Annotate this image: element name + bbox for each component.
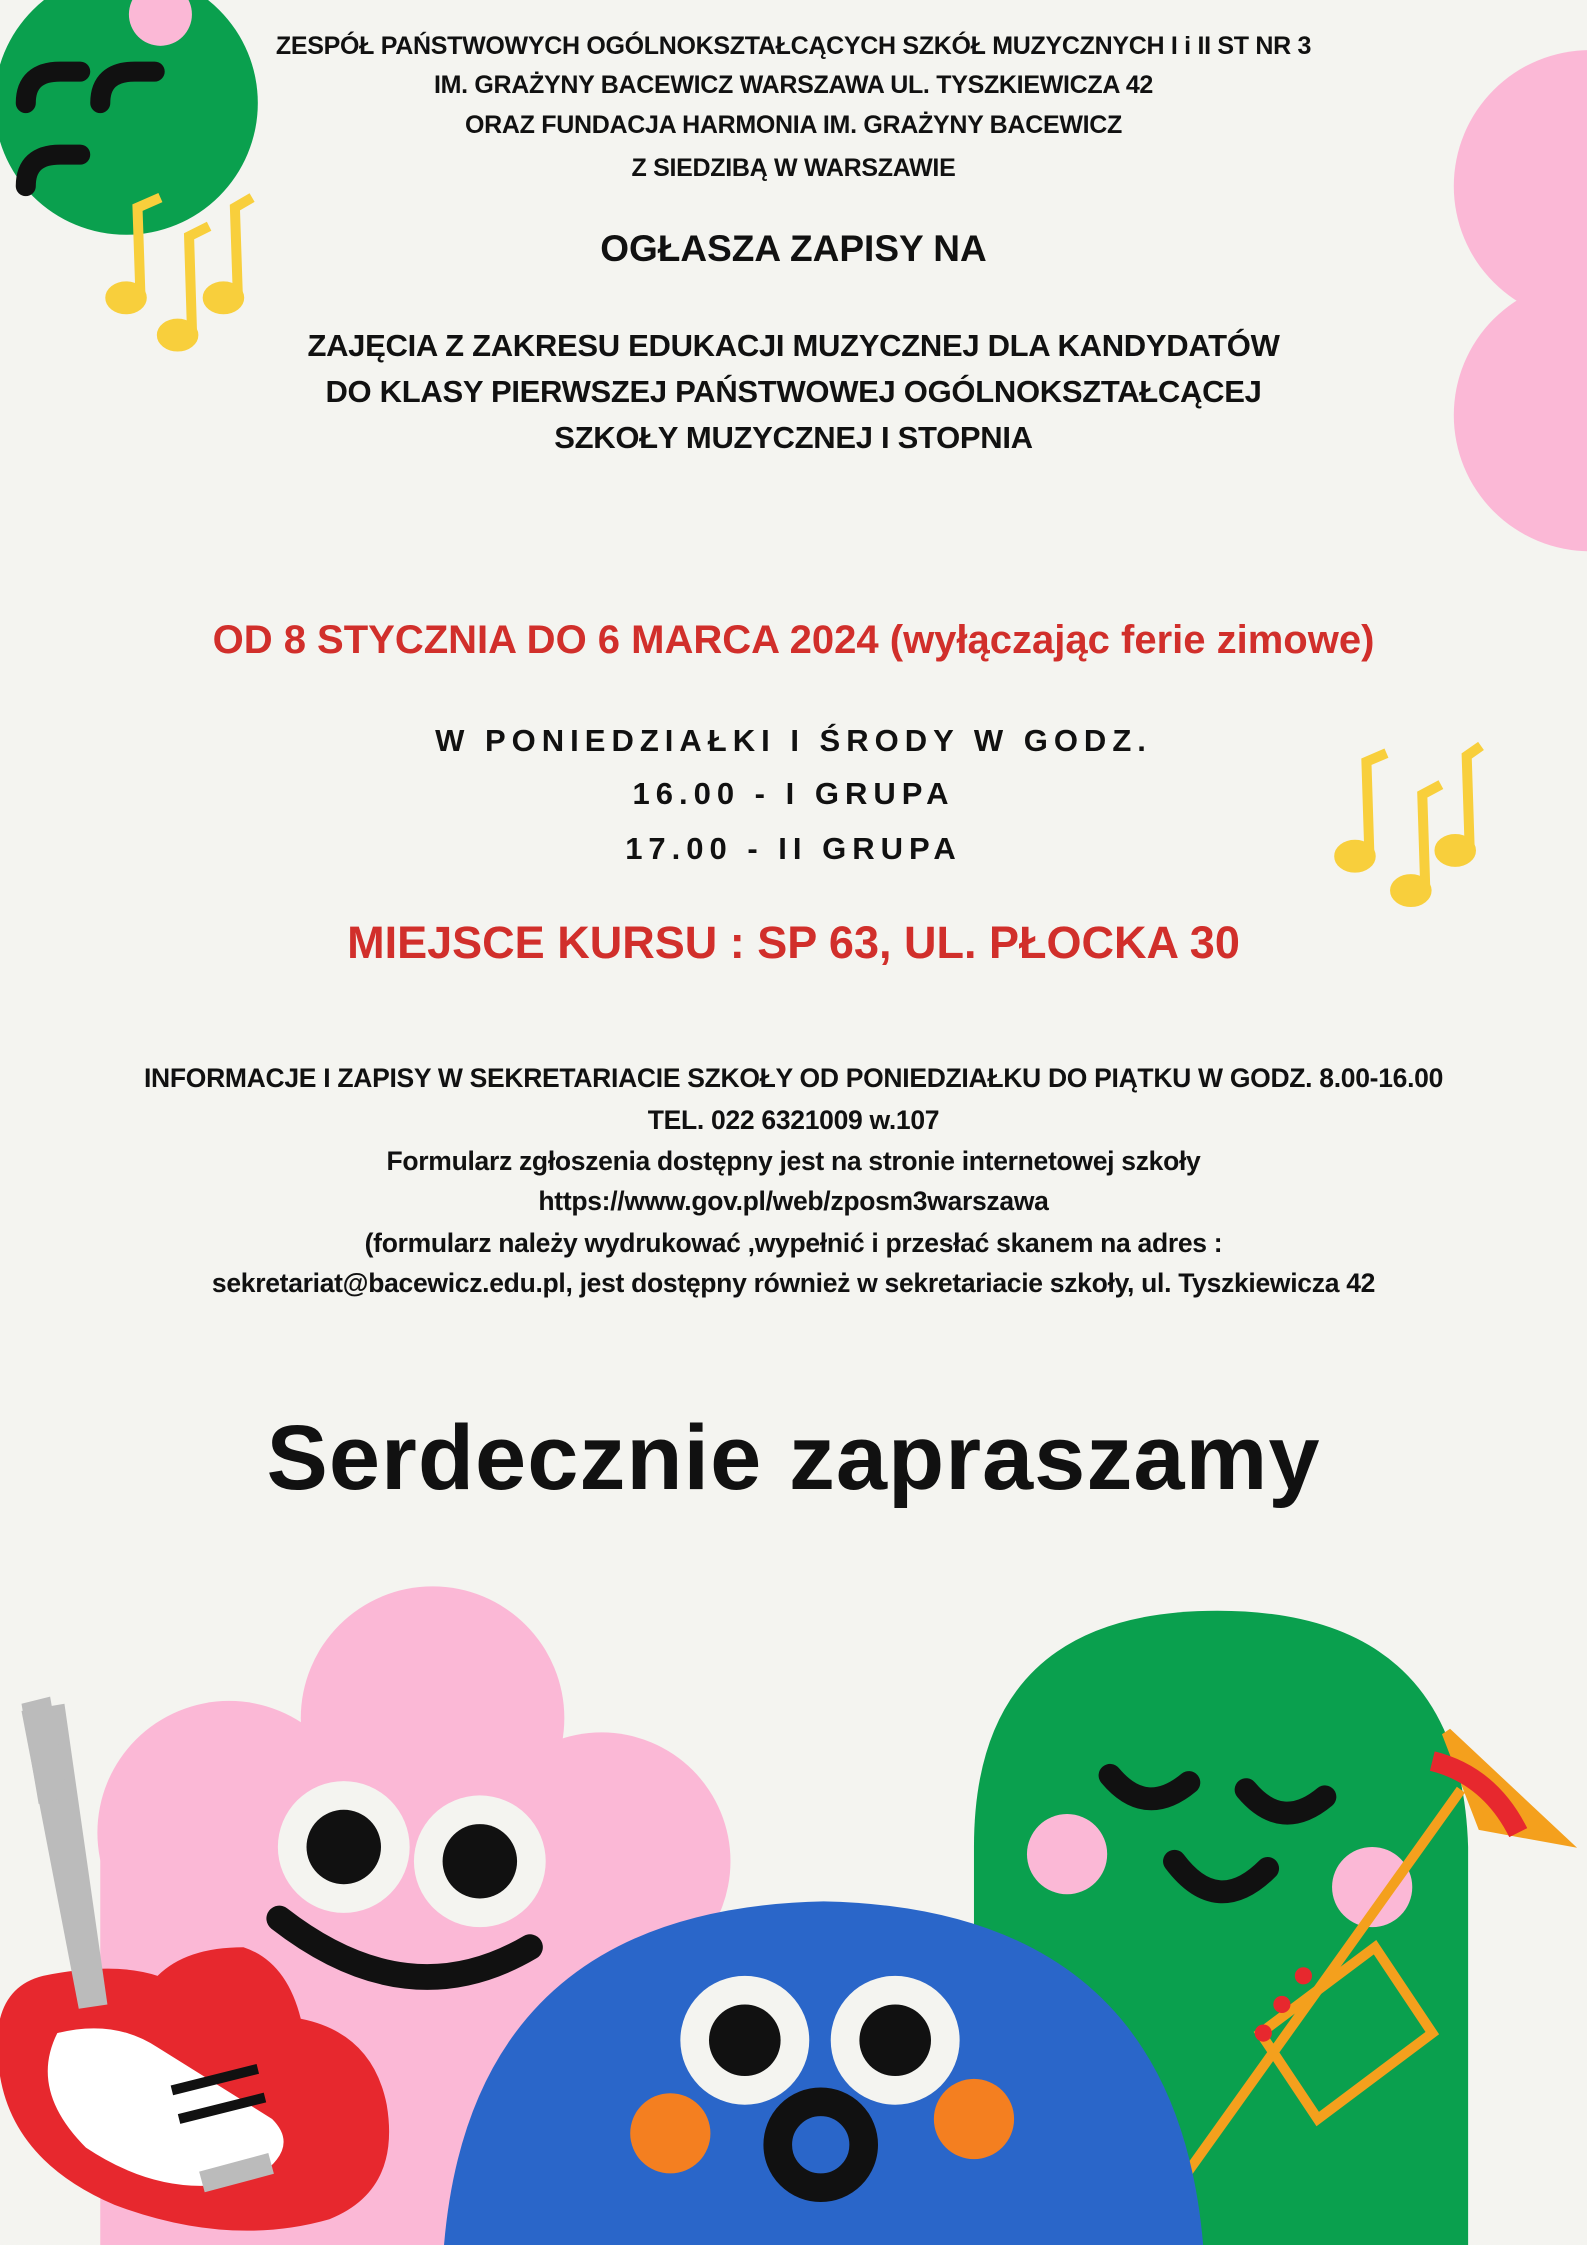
course-line-3: SZKOŁY MUZYCZNEJ I STOPNIA: [554, 420, 1033, 455]
header-line-2: IM. GRAŻYNY BACEWICZ WARSZAWA UL. TYSZKIEWICZA 42: [433, 71, 1154, 99]
header-line-1: ZESPÓŁ PAŃSTWOWYCH OGÓLNOKSZTAŁCĄCYCH SZKÓŁ MUZYCZNYCH I i II ST NR 3: [275, 32, 1312, 60]
info-form-instructions: (formularz należy wydrukować ,wypełnić i przesłać skanem na adres :: [364, 1228, 1223, 1258]
music-notes-icon-right: [1335, 746, 1481, 906]
info-email-link[interactable]: sekretariat@bacewicz.edu.pl, jest dostępny również w sekretariacie szkoły, ul. Tyszkiewicza 42: [211, 1268, 1376, 1298]
info-line-1: INFORMACJE I ZAPISY W SEKRETARIACIE SZKOŁY OD PONIEDZIAŁKU DO PIĄTKU W GODZ. 8.00-16.00: [143, 1063, 1444, 1093]
header-line-3: ORAZ FUNDACJA HARMONIA IM. GRAŻYNY BACEWICZ: [465, 111, 1122, 139]
schedule-days: W PONIEDZIAŁKI I ŚRODY W GODZ.: [435, 723, 1152, 758]
info-form: Formularz zgłoszenia dostępny jest na stronie internetowej szkoły: [386, 1146, 1201, 1176]
announce-heading: OGŁASZA ZAPISY NA: [600, 228, 987, 269]
schedule-group-2: 17.00 - II GRUPA: [625, 831, 962, 866]
info-phone: TEL. 022 6321009 w.107: [647, 1105, 940, 1135]
schedule-group-1: 16.00 - I GRUPA: [632, 776, 955, 811]
info-url-link[interactable]: https://www.gov.pl/web/zposm3warszawa: [538, 1186, 1049, 1216]
course-dates: OD 8 STYCZNIA DO 6 MARCA 2024 (wyłączając ferie zimowe): [212, 618, 1375, 662]
course-place: MIEJSCE KURSU : SP 63, UL. PŁOCKA 30: [347, 917, 1240, 968]
header-line-4: Z SIEDZIBĄ W WARSZAWIE: [631, 154, 956, 182]
course-line-1: ZAJĘCIA Z ZAKRESU EDUKACJI MUZYCZNEJ DLA KANDYDATÓW: [307, 328, 1280, 363]
closing-heading: Serdecznie zapraszamy: [266, 1407, 1321, 1509]
course-line-2: DO KLASY PIERWSZEJ PAŃSTWOWEJ OGÓLNOKSZTAŁCĄCEJ: [325, 374, 1262, 409]
